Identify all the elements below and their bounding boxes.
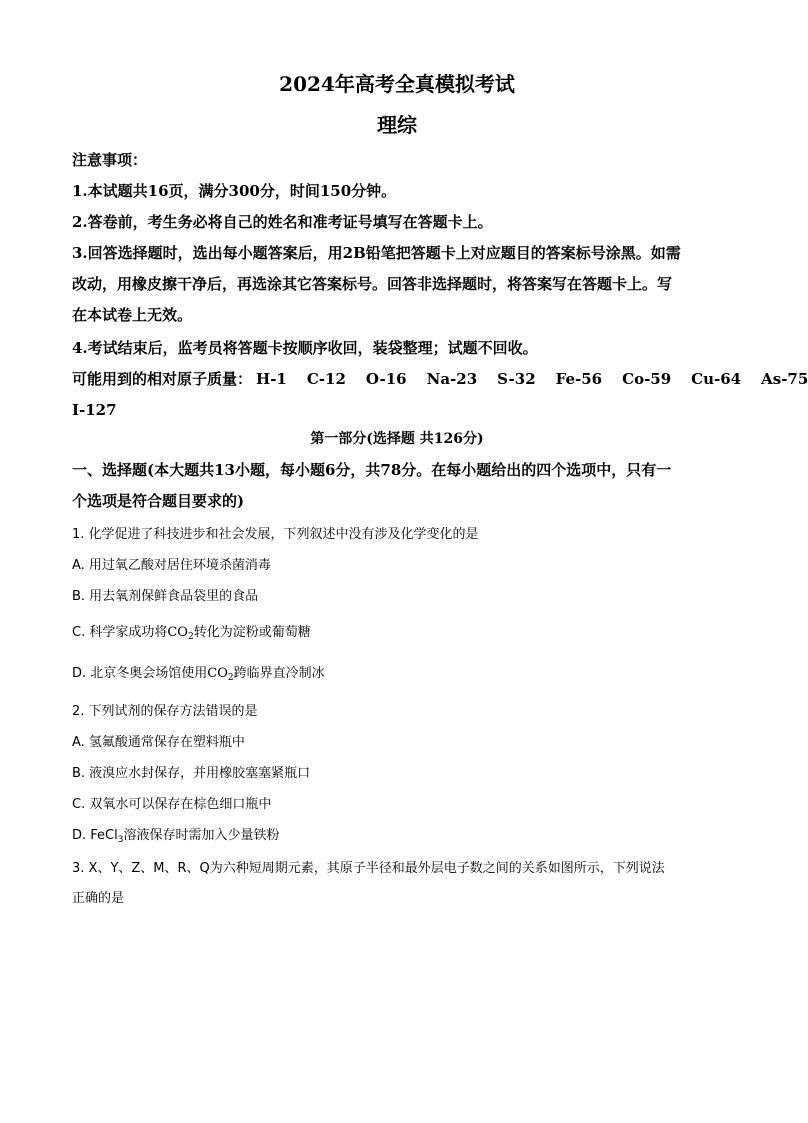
- co2-formula: $CO_2$: [207, 666, 234, 683]
- atomic-mass-h: H-1: [256, 370, 287, 388]
- atomic-mass-line: [72, 370, 808, 388]
- notice-item-3-line-2: 改动，用橡皮擦干净后，再选涂其它答案标号。回答非选择题时，将答案写在答题卡上。写: [72, 275, 673, 293]
- notice-heading: 注意事项：: [72, 151, 148, 169]
- question-2-option-a: A. 氢氟酸通常保存在塑料瓶中: [72, 735, 245, 750]
- question-1-stem: 1. 化学促进了科技进步和社会发展，下列叙述中没有涉及化学变化的是: [72, 527, 479, 542]
- atomic-mass-na: Na-23: [426, 370, 478, 388]
- atomic-mass-o: O-16: [365, 370, 407, 388]
- notice-item-3-line-1: 3.回答选择题时，选出每小题答案后，用2B铅笔把答题卡上对应题目的答案标号涂黑。如需: [72, 244, 681, 262]
- atomic-mass-as: As-75: [761, 370, 808, 388]
- atomic-mass-c: C-12: [306, 370, 346, 388]
- atomic-mass-fe: Fe-56: [555, 370, 603, 388]
- question-3-stem-line-2: 正确的是: [72, 891, 125, 906]
- exam-title: 2024年高考全真模拟考试: [279, 72, 515, 96]
- section-instruction-line-1: 一、选择题(本大题共13小题，每小题6分，共78分。在每小题给出的四个选项中，只有一: [72, 461, 672, 479]
- question-1-option-b: B. 用去氧剂保鲜食品袋里的食品: [72, 589, 259, 604]
- atomic-mass-s: S-32: [497, 370, 536, 388]
- question-1-option-a: A. 用过氧乙酸对居住环境杀菌消毒: [72, 558, 271, 573]
- question-3-stem-line-1: 3. X、Y、Z、M、R、Q为六种短周期元素，其原子半径和最外层电子数之间的关系如图所示，下列说法: [72, 861, 665, 876]
- question-2-option-d: D. FeCl$_3$溶液保存时需加入少量铁粉: [72, 828, 280, 845]
- section-instruction-line-2: 个选项是符合题目要求的): [72, 492, 245, 510]
- question-2-stem: 2. 下列试剂的保存方法错误的是: [72, 704, 258, 719]
- atomic-mass-i: I-127: [72, 401, 117, 419]
- co2-formula: $CO_2$: [167, 625, 194, 642]
- question-1-option-c: C. 科学家成功将$CO_2$转化为淀粉或葡萄糖: [72, 625, 311, 642]
- question-1-option-d: D. 北京冬奥会场馆使用$CO_2$跨临界直冷制冰: [72, 666, 325, 683]
- notice-item-2: 2.答卷前，考生务必将自己的姓名和准考证号填写在答题卡上。: [72, 213, 493, 231]
- notice-item-3-line-3: 在本试卷上无效。: [72, 306, 193, 324]
- part-one-heading: 第一部分(选择题 共126分): [310, 431, 484, 447]
- question-2-option-c: C. 双氧水可以保存在棕色细口瓶中: [72, 797, 272, 812]
- question-2-option-b: B. 液溴应水封保存，并用橡胶塞塞紧瓶口: [72, 766, 311, 781]
- atomic-mass-co: Co-59: [622, 370, 672, 388]
- exam-subject: 理综: [377, 113, 417, 137]
- notice-item-1: 1.本试题共16页，满分300分，时间150分钟。: [72, 182, 397, 200]
- atomic-mass-cu: Cu-64: [691, 370, 742, 388]
- atomic-mass-label: 可能用到的相对原子质量：: [72, 370, 253, 388]
- notice-item-4: 4.考试结束后，监考员将答题卡按顺序收回，装袋整理；试题不回收。: [72, 339, 538, 357]
